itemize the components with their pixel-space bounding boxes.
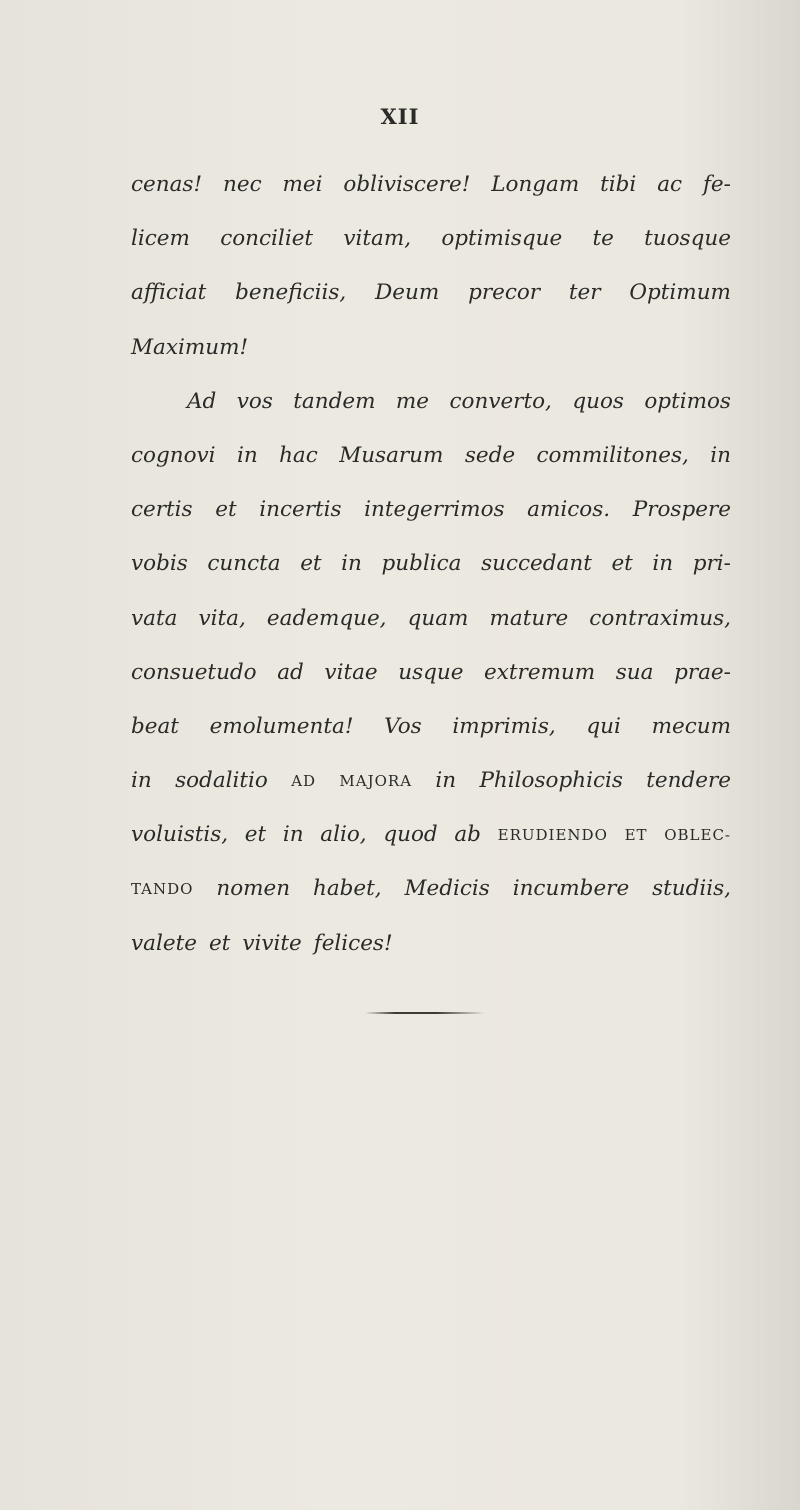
section-rule xyxy=(365,1012,485,1014)
word: ac xyxy=(657,172,683,197)
word: Longam xyxy=(491,172,580,197)
word: tuosque xyxy=(644,226,731,252)
word: nec xyxy=(223,172,262,197)
word: vos xyxy=(236,388,273,414)
word: ab xyxy=(454,822,481,848)
word: in xyxy=(435,768,457,794)
word: valete xyxy=(131,930,197,956)
word: Vos xyxy=(384,713,422,739)
word: Prospere xyxy=(632,497,731,523)
word: vobis xyxy=(131,551,188,577)
word: ter xyxy=(568,280,601,306)
word: et xyxy=(215,497,237,523)
word: emolumenta! xyxy=(209,713,354,739)
word: succedant xyxy=(481,551,592,577)
word: et xyxy=(611,551,633,577)
page-number: XII xyxy=(380,104,420,129)
word: habet, xyxy=(312,876,382,902)
text-line xyxy=(131,592,731,646)
word: imprimis, xyxy=(452,713,556,739)
word: optimisque xyxy=(441,226,563,252)
word: pri- xyxy=(692,551,731,577)
word: hac xyxy=(279,442,318,468)
word: consuetudo xyxy=(131,659,257,685)
word: OBLEC- xyxy=(664,826,731,845)
word: cenas! xyxy=(131,172,203,197)
word: et xyxy=(300,551,322,577)
word: commilitones, xyxy=(536,442,689,468)
word: mecum xyxy=(651,713,731,739)
word: et xyxy=(244,822,267,848)
word: sodalitio xyxy=(175,768,268,794)
text-line xyxy=(131,212,731,266)
word: cognovi xyxy=(131,442,216,468)
word: mature xyxy=(489,605,569,631)
word: qui xyxy=(586,713,621,739)
body-text xyxy=(131,158,731,971)
word: in xyxy=(710,442,731,468)
word: publica xyxy=(381,551,462,577)
word: extremum xyxy=(484,659,596,685)
word: Medicis xyxy=(404,876,490,902)
word: converto, xyxy=(449,388,552,414)
word: contraximus, xyxy=(589,605,731,631)
word: MAJORA xyxy=(339,772,413,791)
text-line xyxy=(131,754,731,808)
word: ERUDIENDO xyxy=(497,826,608,845)
word: vivite xyxy=(242,930,302,956)
word: tandem xyxy=(293,388,376,414)
word: beat xyxy=(131,713,179,739)
word: mei xyxy=(282,172,323,197)
text-line xyxy=(131,429,731,483)
word: vita, xyxy=(198,605,246,631)
word: AD xyxy=(291,772,317,791)
word: alio, xyxy=(320,822,367,848)
word: quod xyxy=(383,822,438,848)
word: tendere xyxy=(646,768,731,794)
text-line xyxy=(131,158,731,212)
text-line xyxy=(131,375,731,429)
word: obliviscere! xyxy=(343,172,471,197)
word: precor xyxy=(468,280,541,306)
word: conciliet xyxy=(220,226,314,252)
word: cuncta xyxy=(207,551,281,577)
word: beneficiis, xyxy=(235,280,347,306)
word: ET xyxy=(624,826,648,845)
word: certis xyxy=(131,497,193,523)
text-line xyxy=(131,917,731,971)
word: in xyxy=(652,551,674,577)
word: licem xyxy=(131,226,190,252)
word: in xyxy=(131,768,152,794)
word: quam xyxy=(407,605,469,631)
word: vitam, xyxy=(343,226,412,252)
word: te xyxy=(592,226,614,252)
word: incertis xyxy=(259,497,342,523)
word: sua xyxy=(615,659,654,685)
word: sede xyxy=(464,442,516,468)
word: nomen xyxy=(216,876,291,902)
word: amicos. xyxy=(527,497,611,523)
text-line xyxy=(131,862,731,916)
word: incumbere xyxy=(512,876,630,902)
word: ad xyxy=(277,659,304,685)
word: felices! xyxy=(313,930,393,956)
text-line xyxy=(131,483,731,537)
word: Musarum xyxy=(339,442,444,468)
word: me xyxy=(395,388,430,414)
word: prae- xyxy=(674,659,731,685)
word: in xyxy=(341,551,362,577)
text-line xyxy=(131,646,731,700)
word: Ad xyxy=(187,388,217,414)
word: Deum xyxy=(375,280,440,306)
word: Philosophicis xyxy=(479,768,623,794)
word: eademque, xyxy=(266,605,387,631)
word: voluistis, xyxy=(131,822,229,848)
word: in xyxy=(236,442,258,468)
word: afficiat xyxy=(131,280,207,306)
text-line xyxy=(131,321,731,375)
word: optimos xyxy=(644,388,731,414)
word: usque xyxy=(398,659,464,685)
word: fe- xyxy=(702,172,731,197)
text-line xyxy=(131,700,731,754)
word: TANDO xyxy=(131,880,194,899)
word: et xyxy=(208,930,231,956)
word: vata xyxy=(131,605,178,631)
text-line xyxy=(131,537,731,591)
word: tibi xyxy=(600,172,637,197)
word: in xyxy=(282,822,304,848)
word: integerrimos xyxy=(364,497,505,523)
word: Optimum xyxy=(629,280,731,306)
text-line xyxy=(131,808,731,862)
word: vitae xyxy=(324,659,378,685)
text-line xyxy=(131,266,731,320)
word: quos xyxy=(572,388,624,414)
word: Maximum! xyxy=(131,334,249,360)
word: studiis, xyxy=(652,876,731,902)
